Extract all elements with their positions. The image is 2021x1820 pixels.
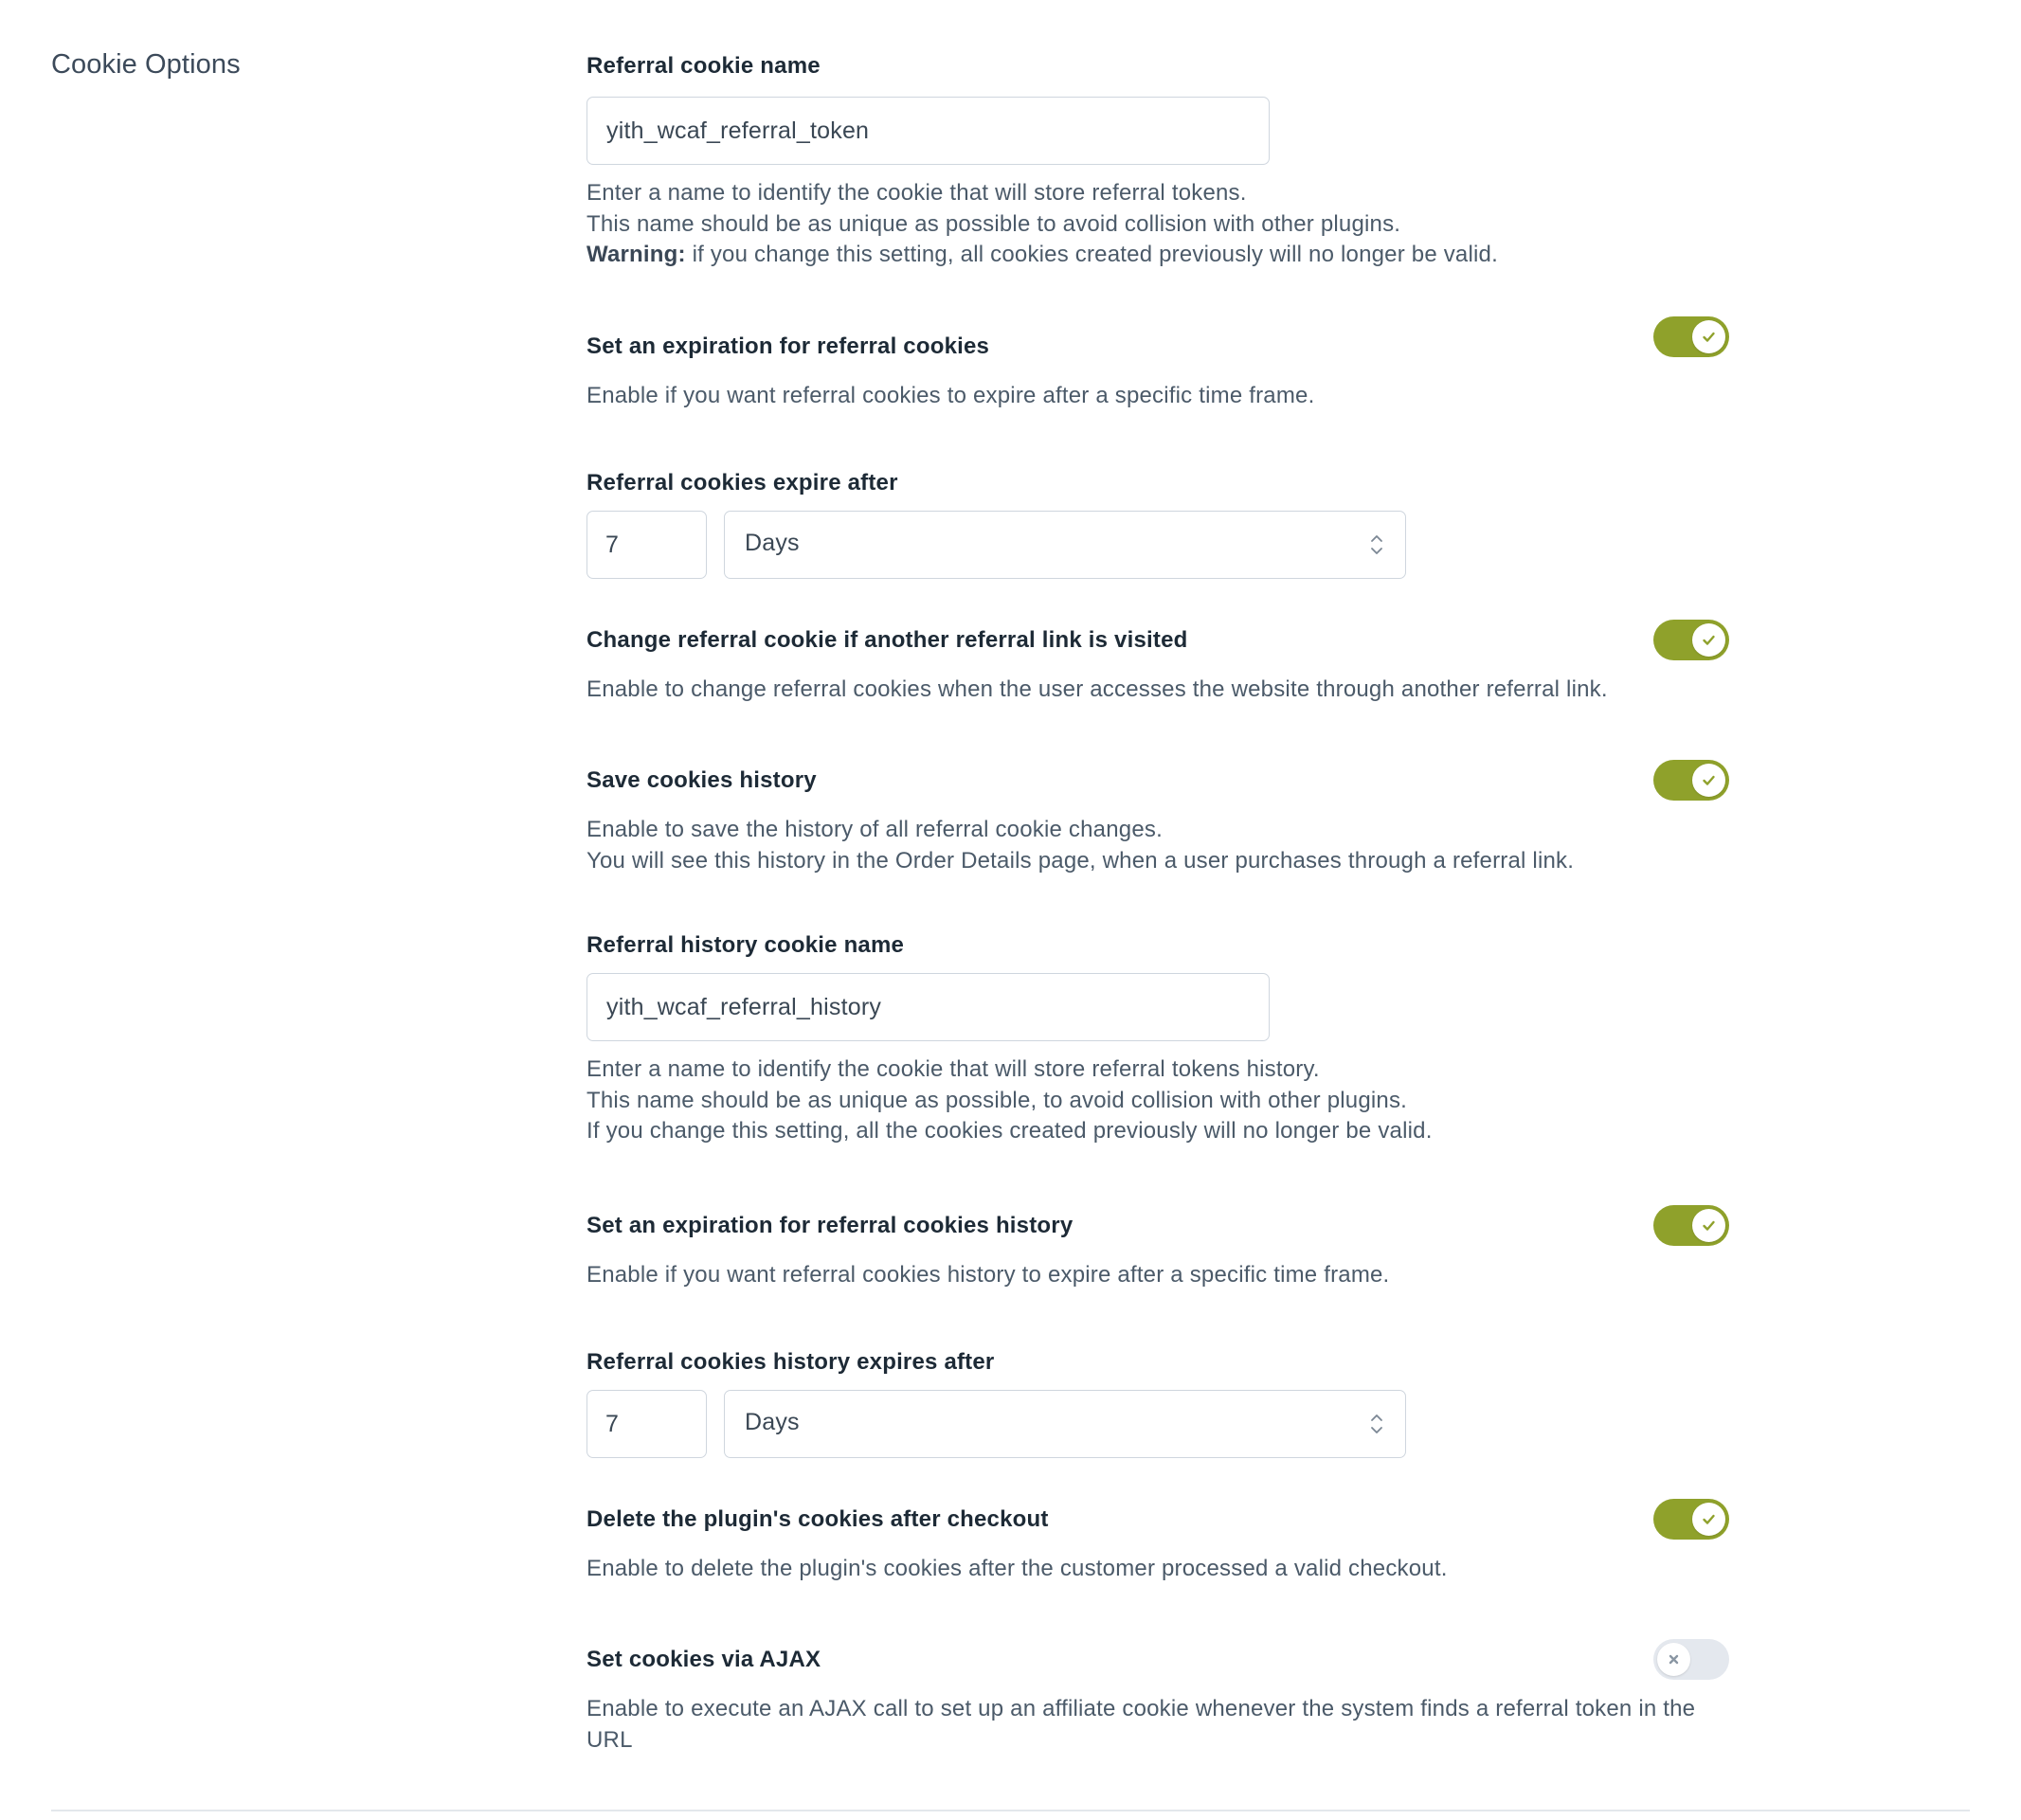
warning-line <box>586 240 1733 271</box>
delete-after-checkout-toggle[interactable] <box>1653 1499 1729 1540</box>
description-line: Enable to save the history of all referral cookie changes. <box>586 817 1163 842</box>
history-cookie-name-input[interactable] <box>586 973 1270 1041</box>
expire-after-number-input[interactable] <box>586 511 707 579</box>
referral-cookie-name-description <box>586 178 1733 271</box>
x-icon <box>1666 1651 1682 1667</box>
delete-after-checkout-description: Enable to delete the plugin's cookies after the customer processed a valid checkout. <box>586 1556 1448 1581</box>
expire-after-row <box>586 511 1733 579</box>
history-expire-after-unit-select[interactable] <box>724 1390 1406 1458</box>
option-referral-cookie-name <box>586 51 1733 271</box>
history-expiration-label: Set an expiration for referral cookies history <box>586 1213 1074 1238</box>
history-expire-after-number-input[interactable] <box>586 1390 707 1458</box>
section-title: Cookie Options <box>51 49 241 80</box>
check-icon <box>1701 329 1717 345</box>
select-value: Days <box>745 1409 800 1435</box>
referral-cookie-name-label: Referral cookie name <box>586 53 821 79</box>
toggle-knob <box>1692 764 1725 797</box>
option-change-cookie <box>586 625 1733 706</box>
expire-after-unit-select[interactable] <box>724 511 1406 579</box>
description-line: Enable to execute an AJAX call to set up an affiliate cookie whenever the system finds a referral token in the <box>586 1696 1696 1721</box>
toggle-knob <box>1692 1209 1725 1242</box>
toggle-knob <box>1657 1643 1690 1676</box>
history-cookie-name-description <box>586 1054 1733 1147</box>
description-line: URL <box>586 1726 633 1753</box>
option-save-history <box>586 766 1733 876</box>
option-expire-after <box>586 468 1733 579</box>
referral-cookie-name-input[interactable] <box>586 97 1270 165</box>
set-expiration-description: Enable if you want referral cookies to expire after a specific time frame. <box>586 383 1315 408</box>
history-expire-after-label: Referral cookies history expires after <box>586 1349 995 1375</box>
description-line: You will see this history in the Order Details page, when a user purchases through a referral link. <box>586 847 1575 874</box>
option-history-expiration <box>586 1211 1733 1291</box>
save-history-label: Save cookies history <box>586 767 817 793</box>
description-line: Enter a name to identify the cookie that will store referral tokens history. <box>586 1056 1320 1082</box>
option-delete-after-checkout <box>586 1505 1733 1585</box>
save-history-toggle[interactable] <box>1653 760 1729 801</box>
change-cookie-toggle[interactable] <box>1653 620 1729 660</box>
save-history-description <box>586 815 1733 876</box>
warning-text: if you change this setting, all cookies created previously will no longer be valid. <box>685 242 1498 267</box>
change-cookie-description: Enable to change referral cookies when the user accesses the website through another referral link. <box>586 676 1608 702</box>
ajax-cookies-toggle[interactable] <box>1653 1639 1729 1680</box>
ajax-cookies-label: Set cookies via AJAX <box>586 1647 821 1672</box>
select-arrows-icon <box>1369 532 1384 557</box>
option-history-cookie-name <box>586 930 1733 1147</box>
history-expiration-toggle[interactable] <box>1653 1205 1729 1246</box>
check-icon <box>1701 1217 1717 1234</box>
expire-after-label: Referral cookies expire after <box>586 470 898 496</box>
select-arrows-icon <box>1369 1412 1384 1436</box>
set-expiration-toggle[interactable] <box>1653 316 1729 357</box>
toggle-knob <box>1692 1503 1725 1536</box>
description-line: If you change this setting, all the cookies created previously will no longer be valid. <box>586 1118 1433 1144</box>
description-line: This name should be as unique as possible to avoid collision with other plugins. <box>586 210 1401 237</box>
warning-label: Warning: <box>586 242 686 267</box>
delete-after-checkout-label: Delete the plugin's cookies after checkout <box>586 1506 1049 1532</box>
ajax-cookies-description <box>586 1694 1733 1756</box>
set-expiration-label: Set an expiration for referral cookies <box>586 333 990 359</box>
toggle-knob <box>1692 320 1725 353</box>
option-history-expire-after <box>586 1347 1733 1458</box>
select-value: Days <box>745 530 800 556</box>
history-expiration-description: Enable if you want referral cookies history to expire after a specific time frame. <box>586 1262 1390 1288</box>
option-set-expiration <box>586 332 1733 412</box>
section-divider <box>51 1810 1970 1811</box>
history-expire-after-row <box>586 1390 1733 1458</box>
check-icon <box>1701 1511 1717 1527</box>
description-line: This name should be as unique as possible, to avoid collision with other plugins. <box>586 1087 1408 1113</box>
change-cookie-label: Change referral cookie if another referral link is visited <box>586 627 1188 653</box>
history-cookie-name-label: Referral history cookie name <box>586 932 905 958</box>
check-icon <box>1701 632 1717 648</box>
check-icon <box>1701 772 1717 788</box>
toggle-knob <box>1692 623 1725 657</box>
description-line: Enter a name to identify the cookie that will store referral tokens. <box>586 180 1247 206</box>
option-ajax-cookies <box>586 1645 1733 1756</box>
